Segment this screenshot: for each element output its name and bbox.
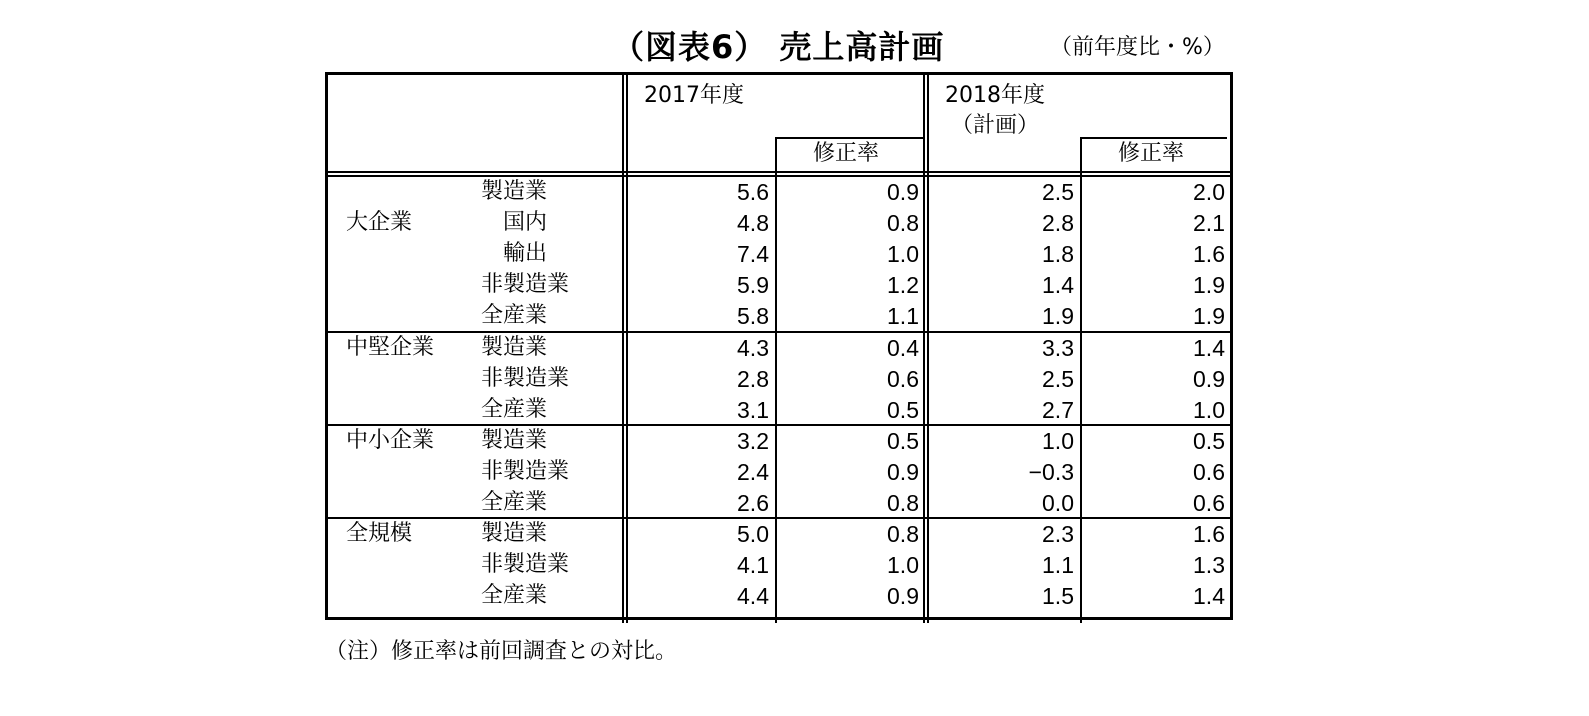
table-cell: 0.5	[1193, 427, 1225, 454]
column-divider-line	[622, 75, 624, 623]
table-cell: 2.1	[1193, 210, 1225, 237]
table-cell: 1.1	[1042, 552, 1074, 579]
table-cell: 5.9	[737, 272, 769, 299]
row-label: 製造業	[481, 521, 548, 547]
unit-label: （前年度比・%）	[1050, 35, 1225, 60]
table-cell: 7.4	[737, 241, 769, 268]
sales-plan-table	[325, 72, 1233, 620]
table-cell: 0.9	[887, 583, 919, 610]
group-label: 中堅企業	[346, 334, 435, 360]
column-divider-line	[923, 75, 925, 623]
group-label: 全規模	[346, 521, 413, 547]
table-cell: 1.4	[1193, 334, 1225, 361]
table-cell: 0.6	[1193, 458, 1225, 485]
table-cell: 4.1	[737, 552, 769, 579]
footnote: （注）修正率は前回調査との対比。	[325, 639, 678, 664]
table-cell: 1.8	[1042, 241, 1074, 268]
table-cell: 2.4	[737, 458, 769, 485]
column-header-2017: 2017年度	[644, 83, 744, 108]
table-cell: 1.9	[1042, 303, 1074, 330]
table-cell: 4.4	[737, 583, 769, 610]
row-label: 全産業	[481, 303, 548, 329]
row-label: 非製造業	[481, 365, 570, 391]
table-cell: 3.1	[737, 396, 769, 423]
chart-title: （図表6） 売上高計画	[612, 28, 945, 66]
table-cell: 0.5	[887, 427, 919, 454]
table-cell: 1.6	[1193, 521, 1225, 548]
table-cell: 1.4	[1042, 272, 1074, 299]
table-cell: 0.8	[887, 490, 919, 516]
table-cell: 2.6	[737, 490, 769, 516]
table-cell: 0.0	[1042, 490, 1074, 516]
table-cell: 5.0	[737, 521, 769, 548]
table-cell: 1.0	[1042, 427, 1074, 454]
table-cell: 1.0	[1193, 396, 1225, 423]
row-label: 輸出	[503, 241, 548, 267]
column-header-revision-2017: 修正率	[813, 141, 880, 166]
table-cell: 1.5	[1042, 583, 1074, 610]
column-header-revision-2018: 修正率	[1118, 141, 1185, 166]
table-cell: 2.0	[1193, 179, 1225, 205]
row-label: 国内	[503, 210, 548, 236]
table-cell: 4.3	[737, 334, 769, 361]
row-label: 非製造業	[481, 458, 570, 484]
table-cell: 3.3	[1042, 334, 1074, 361]
table-cell: 1.0	[887, 552, 919, 579]
row-label: 非製造業	[481, 272, 570, 298]
table-cell: 2.7	[1042, 396, 1074, 423]
row-label: 全産業	[481, 583, 548, 609]
table-cell: 1.6	[1193, 241, 1225, 268]
table-cell: 1.9	[1193, 303, 1225, 330]
table-cell: 0.4	[887, 334, 919, 361]
group-label: 大企業	[346, 210, 413, 236]
table-cell: 2.5	[1042, 365, 1074, 392]
table-cell: 2.8	[1042, 210, 1074, 237]
table-cell: 4.8	[737, 210, 769, 237]
column-header-2018: 2018年度	[945, 83, 1045, 108]
table-cell: 5.6	[737, 179, 769, 205]
table-cell: 0.6	[887, 365, 919, 392]
row-label: 製造業	[481, 334, 548, 360]
table-cell: 0.8	[887, 521, 919, 548]
table-cell: 2.5	[1042, 179, 1074, 205]
row-label: 全産業	[481, 396, 548, 422]
header-divider-line	[328, 171, 1230, 173]
table-cell: 1.3	[1193, 552, 1225, 579]
row-label: 製造業	[481, 427, 548, 453]
table-cell: 1.4	[1193, 583, 1225, 610]
table-cell: 0.9	[887, 179, 919, 205]
table-cell: 1.2	[887, 272, 919, 299]
table-cell: 2.8	[737, 365, 769, 392]
table-cell: 5.8	[737, 303, 769, 330]
table-cell: 1.0	[887, 241, 919, 268]
column-header-2018-plan: （計画）	[951, 113, 1040, 138]
table-cell: −0.3	[1028, 458, 1074, 485]
row-label: 全産業	[481, 490, 548, 515]
table-cell: 1.9	[1193, 272, 1225, 299]
group-label: 中小企業	[346, 427, 435, 453]
table-cell: 2.3	[1042, 521, 1074, 548]
table-cell: 0.9	[887, 458, 919, 485]
table-cell: 0.9	[1193, 365, 1225, 392]
table-cell: 0.6	[1193, 490, 1225, 516]
table-cell: 0.5	[887, 396, 919, 423]
table-cell: 1.1	[887, 303, 919, 330]
row-label: 非製造業	[481, 552, 570, 578]
row-label: 製造業	[481, 179, 548, 204]
table-cell: 3.2	[737, 427, 769, 454]
table-cell: 0.8	[887, 210, 919, 237]
